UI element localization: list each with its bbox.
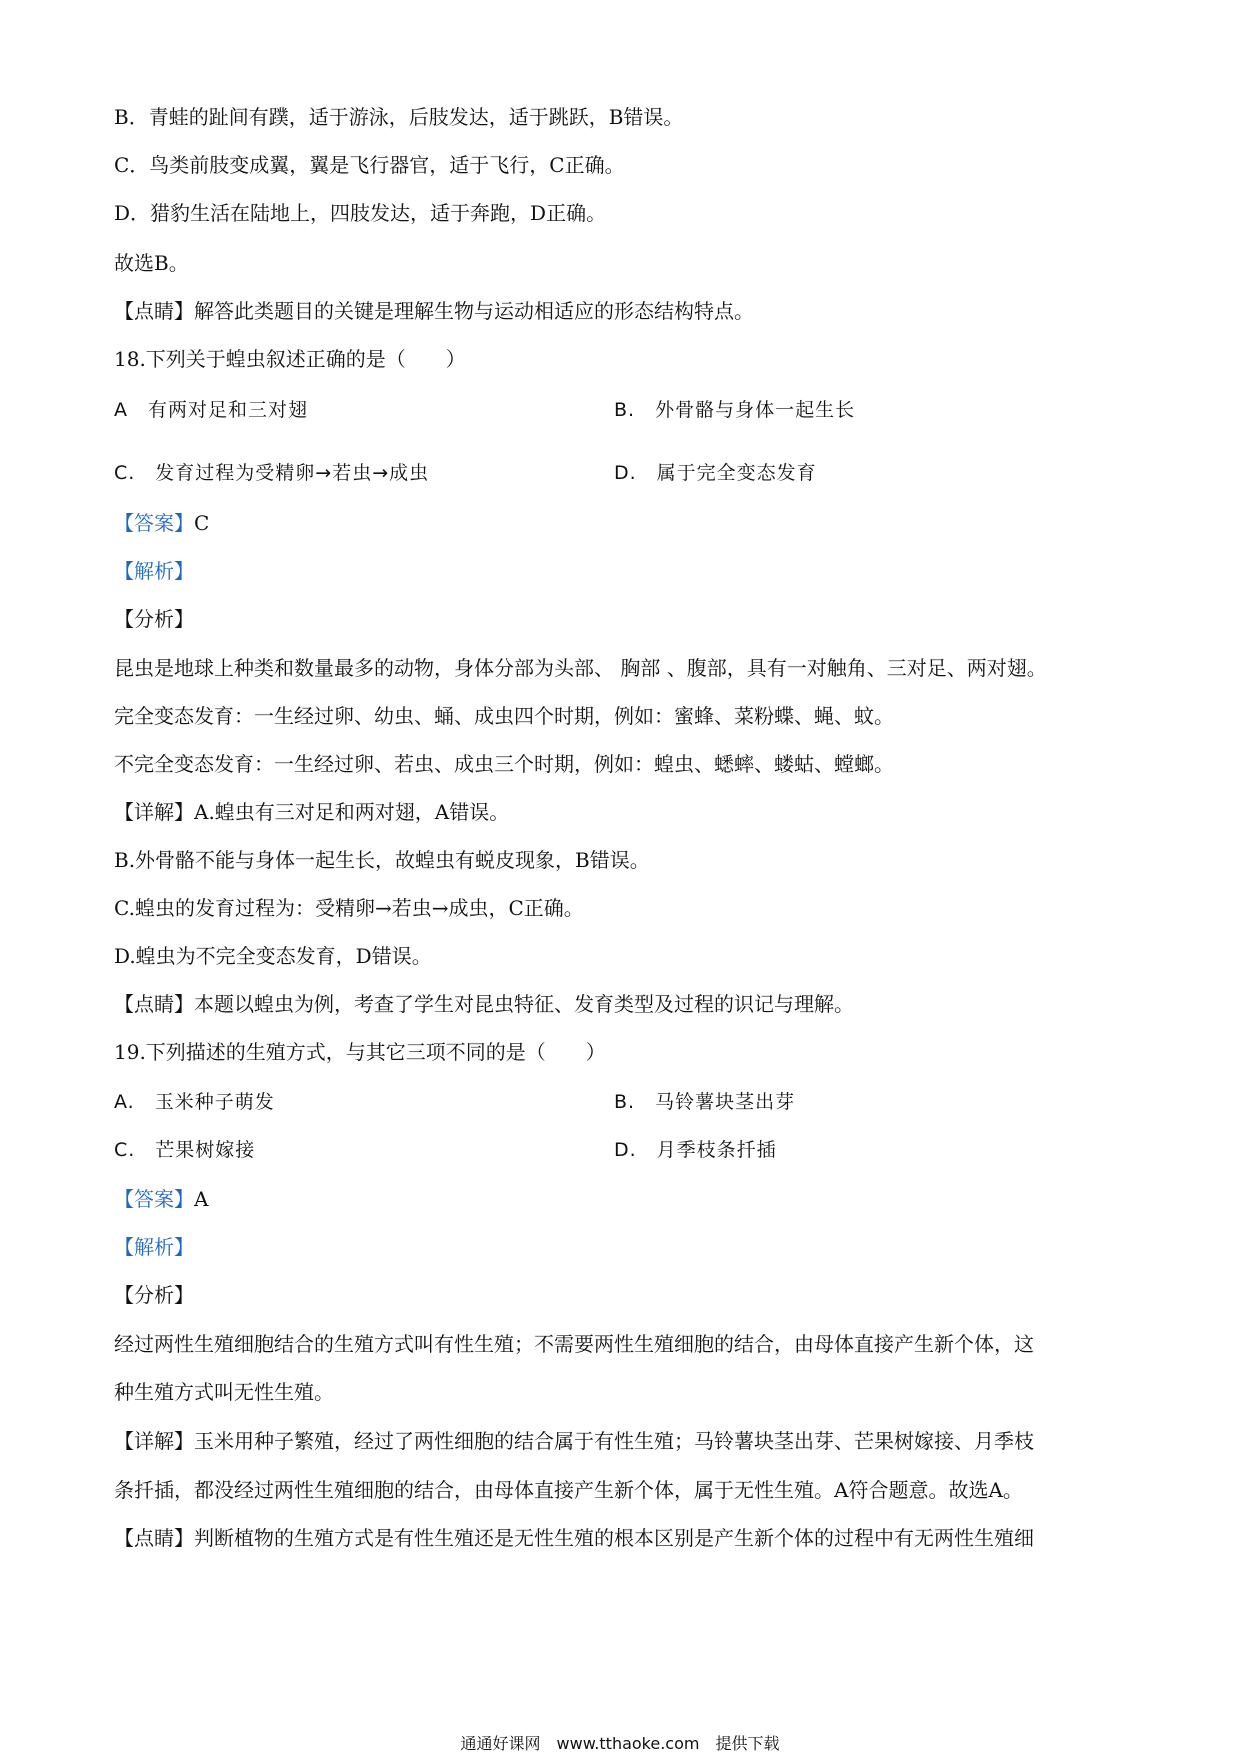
q18-fenxi-line: 昆虫是地球上种类和数量最多的动物，身体分部为头部、 胸部 、腹部，具有一对触角、三对足、两对翅。 [114, 656, 1047, 680]
q17-option-c-explanation: C．鸟类前肢变成翼，翼是飞行器官，适于飞行，C正确。 [114, 153, 625, 177]
q18-stem: 18.下列关于蝗虫叙述正确的是（ ） [114, 347, 466, 371]
q18-fenxi-tag: 【分析】 [114, 607, 194, 631]
q19-tip [114, 1525, 1034, 1551]
xiangjie-tag: 【详解】 [114, 800, 194, 824]
tip-text: 解答此类题目的关键是理解生物与运动相适应的形态结构特点。 [194, 299, 754, 323]
q19-answer [114, 1186, 208, 1212]
tip-tag: 【点睛】 [114, 992, 194, 1016]
q18-option-c: C. 发育过程为受精卵→若虫→成虫 [114, 462, 430, 484]
q18-fenxi-line: 完全变态发育：一生经过卵、幼虫、蛹、成虫四个时期，例如：蜜蜂、菜粉蝶、蝇、蚊。 [114, 704, 894, 728]
q19-option-b: B. 马铃薯块茎出芽 [614, 1091, 796, 1113]
answer-tag: 【答案】 [114, 511, 194, 535]
q18-xiangjie-line: C.蝗虫的发育过程为：受精卵→若虫→成虫，C正确。 [114, 896, 584, 920]
q19-option-a: A. 玉米种子萌发 [114, 1091, 275, 1113]
q18-answer [114, 510, 209, 536]
tip-tag: 【点睛】 [114, 1526, 194, 1550]
q17-tip [114, 298, 754, 324]
q18-xiangjie [114, 799, 509, 825]
q17-option-d-explanation: D．猎豹生活在陆地上，四肢发达，适于奔跑，D正确。 [114, 201, 607, 225]
q19-xiangjie-line: 条扦插，都没经过两性生殖细胞的结合，由母体直接产生新个体，属于无性生殖。A符合题意。故选A。 [114, 1478, 1023, 1502]
q19-fenxi-tag: 【分析】 [114, 1283, 194, 1307]
q17-choice: 故选B。 [114, 251, 189, 275]
q19-stem: 19.下列描述的生殖方式，与其它三项不同的是（ ） [114, 1040, 606, 1064]
q19-option-c: C. 芒果树嫁接 [114, 1139, 256, 1161]
q18-option-b: B. 外骨骼与身体一起生长 [614, 399, 856, 421]
answer-tag: 【答案】 [114, 1187, 194, 1211]
q19-jiexi-tag: 【解析】 [114, 1235, 194, 1259]
q19-option-d: D. 月季枝条扦插 [614, 1139, 777, 1161]
q18-option-a: A 有两对足和三对翅 [114, 399, 308, 421]
page-footer: 通通好课网 www.tthaoke.com 提供下载 [460, 1734, 780, 1753]
q18-xiangjie-line: D.蝗虫为不完全变态发育，D错误。 [114, 944, 432, 968]
tip-text: 判断植物的生殖方式是有性生殖还是无性生殖的根本区别是产生新个体的过程中有无两性生殖细 [194, 1526, 1034, 1550]
xiangjie-text: A.蝗虫有三对足和两对翅，A错误。 [194, 800, 510, 824]
q18-xiangjie-line: B.外骨骼不能与身体一起生长，故蝗虫有蜕皮现象，B错误。 [114, 848, 650, 872]
q19-fenxi-line: 经过两性生殖细胞结合的生殖方式叫有性生殖；不需要两性生殖细胞的结合，由母体直接产生新个体，这 [114, 1332, 1034, 1356]
q17-option-b-explanation: B．青蛙的趾间有蹼，适于游泳，后肢发达，适于跳跃，B错误。 [114, 105, 684, 129]
q18-tip [114, 991, 854, 1017]
tip-tag: 【点睛】 [114, 299, 194, 323]
q18-jiexi-tag: 【解析】 [114, 559, 194, 583]
q19-fenxi-line: 种生殖方式叫无性生殖。 [114, 1380, 334, 1404]
answer-value: C [194, 511, 210, 535]
answer-value: A [194, 1187, 209, 1211]
xiangjie-tag: 【详解】 [114, 1429, 194, 1453]
xiangjie-text: 玉米用种子繁殖，经过了两性细胞的结合属于有性生殖；马铃薯块茎出芽、芒果树嫁接、月季枝 [194, 1429, 1034, 1453]
tip-text: 本题以蝗虫为例，考查了学生对昆虫特征、发育类型及过程的识记与理解。 [194, 992, 854, 1016]
q18-option-d: D. 属于完全变态发育 [614, 462, 817, 484]
q19-xiangjie [114, 1428, 1034, 1454]
q18-fenxi-line: 不完全变态发育：一生经过卵、若虫、成虫三个时期，例如：蝗虫、蟋蟀、蝼蛄、螳螂。 [114, 752, 894, 776]
